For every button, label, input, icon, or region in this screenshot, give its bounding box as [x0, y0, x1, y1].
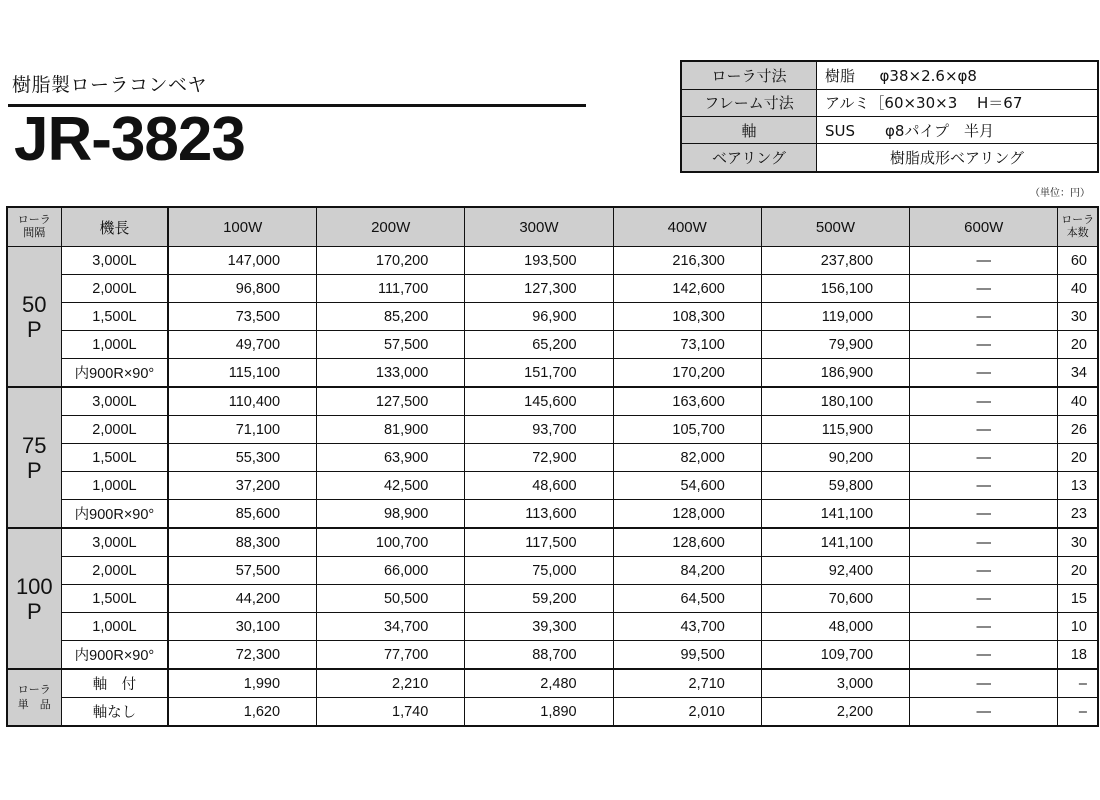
price-cell: 72,900	[465, 444, 613, 472]
price-cell: 34,700	[317, 613, 465, 641]
price-cell: 117,500	[465, 528, 613, 557]
price-cell: 49,700	[168, 331, 316, 359]
roller-count-cell: 30	[1058, 528, 1098, 557]
table-row	[7, 444, 1098, 472]
price-cell: 64,500	[613, 585, 761, 613]
price-cell: 147,000	[168, 247, 316, 275]
length-cell: 内900R×90°	[61, 500, 168, 529]
price-cell: 110,400	[168, 387, 316, 416]
price-cell: 39,300	[465, 613, 613, 641]
price-cell: —	[910, 275, 1058, 303]
spec-label: ベアリング	[681, 144, 817, 172]
spec-value: 樹脂 φ38×2.6×φ8	[817, 61, 1099, 89]
price-cell: 105,700	[613, 416, 761, 444]
length-cell: 1,500L	[61, 444, 168, 472]
spec-value: 樹脂成形ベアリング	[817, 144, 1099, 172]
roller-count-cell: 13	[1058, 472, 1098, 500]
price-cell: 237,800	[761, 247, 909, 275]
column-header: 機長	[61, 207, 168, 247]
price-cell: 99,500	[613, 641, 761, 670]
price-cell: 92,400	[761, 557, 909, 585]
length-cell: 3,000L	[61, 247, 168, 275]
price-cell: 119,000	[761, 303, 909, 331]
table-row	[7, 416, 1098, 444]
price-cell: 2,200	[761, 698, 909, 727]
roller-count-cell: 40	[1058, 387, 1098, 416]
length-cell: 内900R×90°	[61, 359, 168, 388]
price-cell: 156,100	[761, 275, 909, 303]
price-cell: 127,300	[465, 275, 613, 303]
price-cell: 186,900	[761, 359, 909, 388]
roller-count-cell: –	[1058, 669, 1098, 698]
price-cell: —	[910, 698, 1058, 727]
price-cell: 216,300	[613, 247, 761, 275]
length-cell: 2,000L	[61, 275, 168, 303]
table-row	[7, 303, 1098, 331]
price-cell: 96,900	[465, 303, 613, 331]
price-cell: 84,200	[613, 557, 761, 585]
spec-value: アルミ［60×30×3 H＝67	[817, 89, 1099, 116]
roller-count-cell: 18	[1058, 641, 1098, 670]
column-header: 300W	[465, 207, 613, 247]
price-cell: 170,200	[613, 359, 761, 388]
price-cell: 81,900	[317, 416, 465, 444]
length-cell: 2,000L	[61, 557, 168, 585]
price-cell: 127,500	[317, 387, 465, 416]
price-cell: —	[910, 472, 1058, 500]
spec-row	[681, 89, 1098, 116]
price-cell: 66,000	[317, 557, 465, 585]
price-cell: 113,600	[465, 500, 613, 529]
spec-row	[681, 61, 1098, 89]
table-row	[7, 557, 1098, 585]
price-cell: —	[910, 247, 1058, 275]
price-cell: 93,700	[465, 416, 613, 444]
table-row	[7, 585, 1098, 613]
price-cell: 163,600	[613, 387, 761, 416]
price-cell: 145,600	[465, 387, 613, 416]
spec-row	[681, 116, 1098, 143]
price-cell: —	[910, 613, 1058, 641]
price-cell: 2,210	[317, 669, 465, 698]
roller-count-cell: 20	[1058, 444, 1098, 472]
spec-value: SUS φ8パイプ 半月	[817, 116, 1099, 143]
column-header: 500W	[761, 207, 909, 247]
price-cell: —	[910, 416, 1058, 444]
price-cell: 88,300	[168, 528, 316, 557]
price-cell: —	[910, 359, 1058, 388]
price-cell: 44,200	[168, 585, 316, 613]
length-cell: 1,500L	[61, 303, 168, 331]
length-cell: 1,000L	[61, 613, 168, 641]
product-subtitle: 樹脂製ローラコンベヤ	[12, 74, 208, 96]
column-header: 100W	[168, 207, 316, 247]
length-cell: 1,500L	[61, 585, 168, 613]
price-cell: 1,620	[168, 698, 316, 727]
price-cell: 180,100	[761, 387, 909, 416]
price-cell: 55,300	[168, 444, 316, 472]
price-cell: 151,700	[465, 359, 613, 388]
price-cell: 43,700	[613, 613, 761, 641]
price-cell: —	[910, 387, 1058, 416]
price-cell: 48,000	[761, 613, 909, 641]
table-row	[7, 387, 1098, 416]
price-cell: 88,700	[465, 641, 613, 670]
price-cell: —	[910, 557, 1058, 585]
table-row	[7, 698, 1098, 727]
price-cell: 30,100	[168, 613, 316, 641]
price-cell: 2,010	[613, 698, 761, 727]
price-cell: 133,000	[317, 359, 465, 388]
table-row	[7, 472, 1098, 500]
price-cell: —	[910, 303, 1058, 331]
table-row	[7, 669, 1098, 698]
table-row	[7, 275, 1098, 303]
price-cell: 90,200	[761, 444, 909, 472]
length-cell: 軸 付	[61, 669, 168, 698]
price-table-header	[7, 207, 1098, 247]
price-cell: 73,500	[168, 303, 316, 331]
roller-count-cell: 23	[1058, 500, 1098, 529]
price-cell: —	[910, 585, 1058, 613]
length-cell: 3,000L	[61, 387, 168, 416]
spec-row	[681, 144, 1098, 172]
column-header: 200W	[317, 207, 465, 247]
roller-pitch-cell: ローラ 単 品	[7, 669, 61, 726]
price-cell: 48,600	[465, 472, 613, 500]
model-number: JR-3823	[14, 105, 245, 174]
price-cell: 57,500	[317, 331, 465, 359]
price-cell: 1,890	[465, 698, 613, 727]
price-cell: 72,300	[168, 641, 316, 670]
column-header: 600W	[910, 207, 1058, 247]
price-cell: 85,600	[168, 500, 316, 529]
price-cell: 115,100	[168, 359, 316, 388]
roller-count-cell: 30	[1058, 303, 1098, 331]
price-cell: 115,900	[761, 416, 909, 444]
price-table	[6, 206, 1099, 727]
length-cell: 1,000L	[61, 331, 168, 359]
roller-count-cell: 26	[1058, 416, 1098, 444]
price-cell: 85,200	[317, 303, 465, 331]
length-cell: 3,000L	[61, 528, 168, 557]
price-cell: 108,300	[613, 303, 761, 331]
table-row	[7, 331, 1098, 359]
spec-label: フレーム寸法	[681, 89, 817, 116]
roller-count-cell: 34	[1058, 359, 1098, 388]
price-cell: 77,700	[317, 641, 465, 670]
price-cell: 193,500	[465, 247, 613, 275]
roller-count-cell: 20	[1058, 557, 1098, 585]
price-cell: 59,800	[761, 472, 909, 500]
price-cell: 75,000	[465, 557, 613, 585]
price-cell: —	[910, 528, 1058, 557]
price-cell: 100,700	[317, 528, 465, 557]
spec-label: 軸	[681, 116, 817, 143]
price-cell: 57,500	[168, 557, 316, 585]
price-cell: 141,100	[761, 500, 909, 529]
price-cell: 142,600	[613, 275, 761, 303]
roller-count-cell: 15	[1058, 585, 1098, 613]
length-cell: 1,000L	[61, 472, 168, 500]
price-cell: 1,990	[168, 669, 316, 698]
price-cell: 128,600	[613, 528, 761, 557]
length-cell: 内900R×90°	[61, 641, 168, 670]
length-cell: 2,000L	[61, 416, 168, 444]
column-header: 400W	[613, 207, 761, 247]
roller-pitch-cell: 100 P	[7, 528, 61, 669]
price-cell: 98,900	[317, 500, 465, 529]
price-cell: 109,700	[761, 641, 909, 670]
roller-count-cell: 60	[1058, 247, 1098, 275]
price-cell: —	[910, 669, 1058, 698]
roller-count-cell: 20	[1058, 331, 1098, 359]
column-header: ローラ 間隔	[7, 207, 61, 247]
price-cell: 1,740	[317, 698, 465, 727]
price-cell: —	[910, 444, 1058, 472]
roller-count-cell: 40	[1058, 275, 1098, 303]
price-cell: 54,600	[613, 472, 761, 500]
table-row	[7, 613, 1098, 641]
price-cell: 65,200	[465, 331, 613, 359]
column-header: ローラ 本数	[1058, 207, 1098, 247]
price-cell: 96,800	[168, 275, 316, 303]
price-cell: 42,500	[317, 472, 465, 500]
price-cell: 73,100	[613, 331, 761, 359]
price-cell: 82,000	[613, 444, 761, 472]
table-row	[7, 528, 1098, 557]
price-cell: —	[910, 641, 1058, 670]
price-cell: 2,480	[465, 669, 613, 698]
roller-pitch-cell: 75 P	[7, 387, 61, 528]
spec-table	[680, 60, 1099, 173]
price-cell: 71,100	[168, 416, 316, 444]
table-row	[7, 500, 1098, 529]
price-cell: 170,200	[317, 247, 465, 275]
unit-note: （単位：円）	[1030, 188, 1090, 199]
length-cell: 軸なし	[61, 698, 168, 727]
price-cell: 59,200	[465, 585, 613, 613]
price-cell: 128,000	[613, 500, 761, 529]
price-cell: 37,200	[168, 472, 316, 500]
table-row	[7, 359, 1098, 388]
price-cell: —	[910, 331, 1058, 359]
table-row	[7, 247, 1098, 275]
roller-count-cell: 10	[1058, 613, 1098, 641]
price-cell: —	[910, 500, 1058, 529]
price-cell: 111,700	[317, 275, 465, 303]
price-cell: 50,500	[317, 585, 465, 613]
table-row	[7, 641, 1098, 670]
price-cell: 79,900	[761, 331, 909, 359]
price-cell: 2,710	[613, 669, 761, 698]
price-cell: 3,000	[761, 669, 909, 698]
roller-count-cell: –	[1058, 698, 1098, 727]
price-cell: 70,600	[761, 585, 909, 613]
price-cell: 63,900	[317, 444, 465, 472]
price-cell: 141,100	[761, 528, 909, 557]
spec-label: ローラ寸法	[681, 61, 817, 89]
roller-pitch-cell: 50 P	[7, 247, 61, 388]
